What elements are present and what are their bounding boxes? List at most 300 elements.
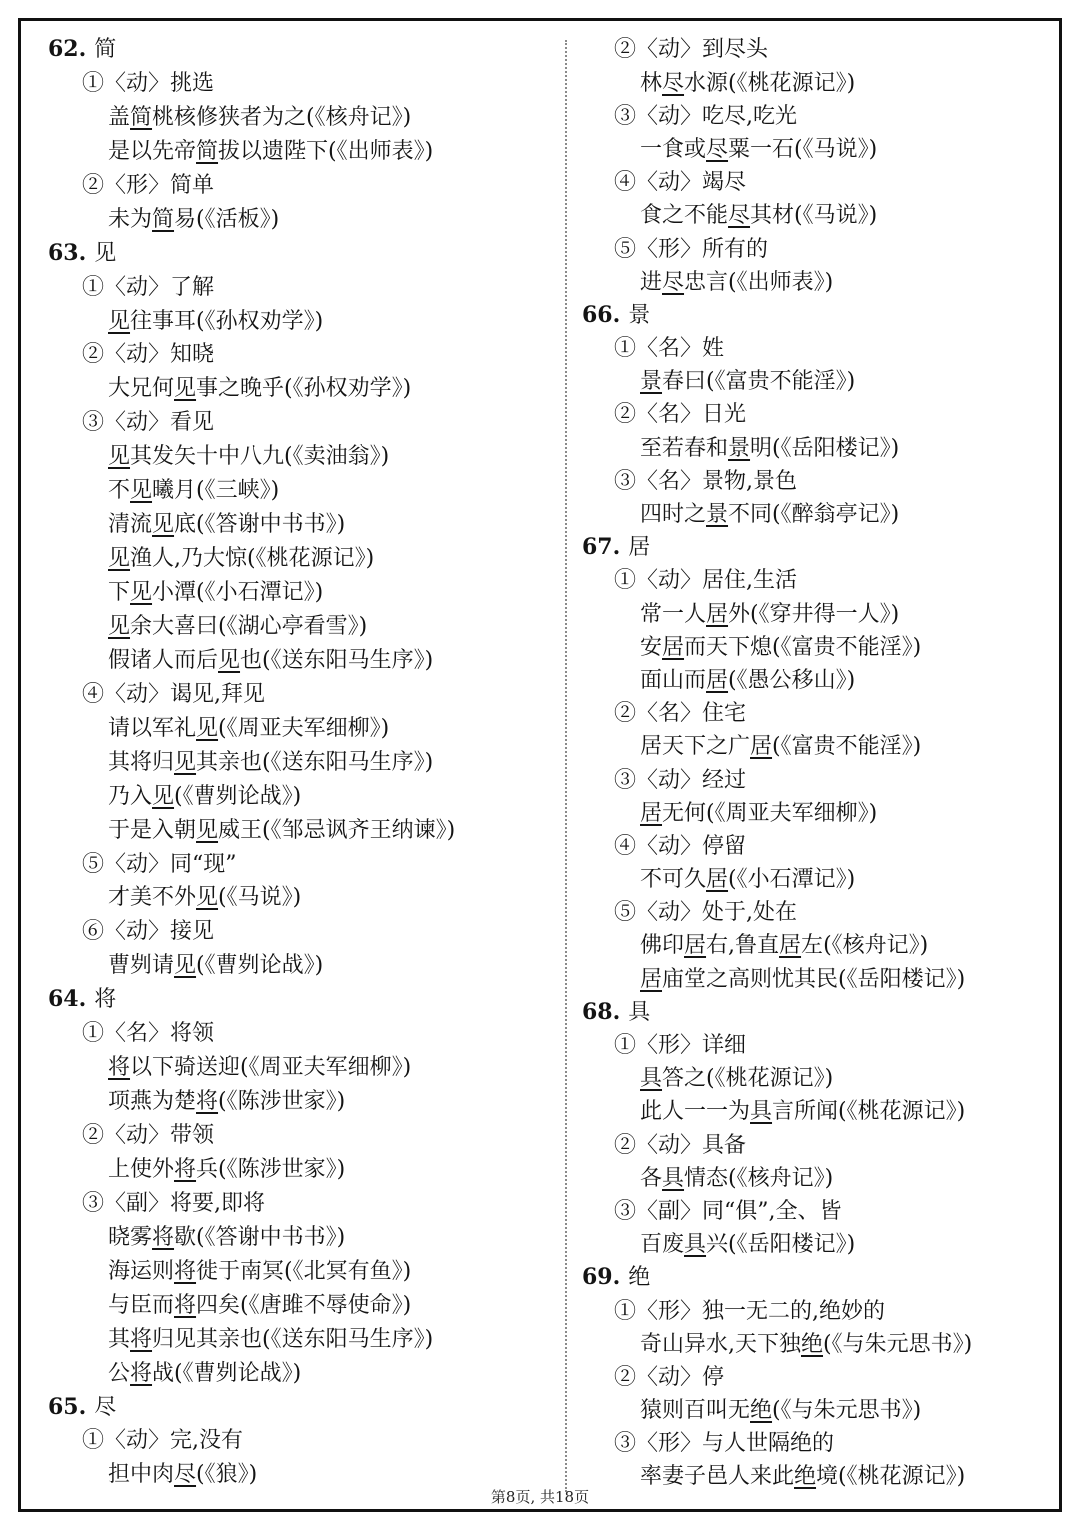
source-title: (《马说》) bbox=[794, 203, 878, 229]
sense-definition bbox=[48, 67, 553, 101]
sense-definition bbox=[48, 1424, 553, 1458]
example-sentence bbox=[48, 881, 553, 915]
entry-number: 69. bbox=[582, 1264, 621, 1291]
sense-label: ③〈副〉同“俱”,全、皆 bbox=[614, 1198, 842, 1224]
source-title: (《三峡》) bbox=[196, 478, 280, 504]
sentence-text: 曦月 bbox=[152, 478, 197, 504]
example-sentence bbox=[48, 610, 553, 644]
source-title: (《岳阳楼记》) bbox=[728, 1232, 856, 1258]
underlined-keyword: 将 bbox=[152, 1224, 175, 1250]
entry-word: 将 bbox=[94, 987, 117, 1013]
sense-definition bbox=[582, 100, 1052, 133]
example-sentence bbox=[582, 67, 1052, 100]
sense-label: ①〈形〉详细 bbox=[614, 1033, 747, 1059]
sentence-text: 而天下熄 bbox=[684, 634, 773, 660]
example-sentence bbox=[48, 1323, 553, 1357]
example-sentence bbox=[48, 644, 553, 678]
underlined-keyword: 简 bbox=[196, 138, 219, 164]
sentence-text: 其亲也 bbox=[196, 749, 263, 775]
example-sentence bbox=[48, 1153, 553, 1187]
entry-number: 64. bbox=[48, 986, 87, 1013]
sentence-text: 百废 bbox=[640, 1232, 685, 1258]
source-title: (《核舟记》) bbox=[823, 933, 929, 959]
sentence-text: 海运则 bbox=[108, 1258, 175, 1284]
sense-definition bbox=[582, 1129, 1052, 1162]
example-sentence bbox=[582, 199, 1052, 232]
sense-label: ②〈动〉停 bbox=[614, 1364, 725, 1390]
example-sentence bbox=[582, 963, 1052, 996]
source-title: (《桃花源记》) bbox=[838, 1464, 966, 1490]
example-sentence bbox=[582, 266, 1052, 299]
sense-definition bbox=[48, 915, 553, 949]
source-title: (《富贵不能淫》) bbox=[772, 734, 922, 760]
source-title: (《活板》) bbox=[196, 206, 280, 232]
example-sentence bbox=[48, 101, 553, 135]
entry-number: 65. bbox=[48, 1393, 87, 1420]
underlined-keyword: 将 bbox=[174, 1156, 197, 1182]
sentence-text: 不可久 bbox=[640, 867, 707, 893]
underlined-keyword: 将 bbox=[174, 1292, 197, 1318]
underlined-keyword: 见 bbox=[130, 478, 153, 504]
sentence-text: 与臣而 bbox=[108, 1292, 175, 1318]
sense-definition bbox=[48, 1119, 553, 1153]
example-sentence bbox=[48, 203, 553, 237]
sense-definition bbox=[48, 848, 553, 882]
sentence-text: 安 bbox=[640, 634, 663, 660]
sense-label: ③〈动〉看见 bbox=[82, 410, 215, 436]
example-sentence bbox=[582, 1228, 1052, 1261]
sense-definition bbox=[582, 1295, 1052, 1328]
source-title: (《富贵不能淫》) bbox=[706, 369, 856, 395]
underlined-keyword: 将 bbox=[196, 1089, 219, 1115]
sense-label: ④〈动〉竭尽 bbox=[614, 170, 747, 196]
sense-definition bbox=[48, 271, 553, 305]
example-sentence bbox=[582, 1095, 1052, 1128]
sense-label: ①〈动〉居住,生活 bbox=[614, 568, 797, 594]
underlined-keyword: 尽 bbox=[662, 70, 685, 96]
sense-label: ③〈动〉吃尽,吃光 bbox=[614, 103, 797, 129]
sense-definition bbox=[582, 233, 1052, 266]
example-sentence bbox=[48, 949, 553, 983]
sentence-text: 率妻子邑人来此 bbox=[640, 1464, 795, 1490]
entry-heading bbox=[48, 983, 553, 1017]
sentence-text: 也 bbox=[240, 647, 263, 673]
entry-heading bbox=[582, 299, 1052, 332]
sentence-text: 乃入 bbox=[108, 783, 153, 809]
sense-label: ②〈动〉到尽头 bbox=[614, 37, 769, 63]
sense-label: ②〈动〉具备 bbox=[614, 1132, 747, 1158]
entry-word: 具 bbox=[628, 999, 651, 1025]
entry-number: 66. bbox=[582, 301, 621, 328]
sentence-text: 桃核修狭者为之 bbox=[152, 104, 307, 130]
underlined-keyword: 尽 bbox=[662, 269, 685, 295]
source-title: (《愚公移山》) bbox=[728, 667, 856, 693]
entry-word: 景 bbox=[628, 302, 651, 328]
sense-definition bbox=[582, 33, 1052, 66]
underlined-keyword: 居 bbox=[684, 933, 707, 959]
sense-label: ③〈副〉将要,即将 bbox=[82, 1190, 265, 1216]
sense-label: ①〈名〉将领 bbox=[82, 1021, 215, 1047]
sense-label: ⑤〈动〉同“现” bbox=[82, 851, 237, 877]
example-sentence bbox=[48, 1221, 553, 1255]
sentence-text: 猿则百叫无 bbox=[640, 1398, 751, 1424]
sense-label: ②〈动〉带领 bbox=[82, 1123, 215, 1148]
source-title: (《与朱元思书》) bbox=[772, 1398, 922, 1424]
page-number: 第8页, 共18页 bbox=[490, 1488, 590, 1506]
sentence-text: 不同 bbox=[728, 502, 773, 528]
sentence-text: 余大喜曰 bbox=[130, 613, 219, 639]
sentence-text: 进 bbox=[640, 269, 663, 295]
example-sentence bbox=[48, 542, 553, 576]
underlined-keyword: 居 bbox=[779, 933, 802, 959]
sentence-text: 其发矢十中八九 bbox=[130, 444, 285, 470]
sentence-text: 春曰 bbox=[662, 369, 707, 395]
example-sentence bbox=[48, 1051, 553, 1085]
sentence-text: 威王 bbox=[218, 817, 263, 843]
underlined-keyword: 尽 bbox=[706, 136, 729, 162]
entry-number: 68. bbox=[582, 998, 621, 1025]
source-title: (《桃花源记》) bbox=[706, 1066, 834, 1092]
source-title: (《答谢中书书》) bbox=[196, 512, 346, 538]
sentence-text: 境 bbox=[816, 1464, 839, 1490]
sense-definition bbox=[582, 1195, 1052, 1228]
sentence-text: 其 bbox=[108, 1326, 131, 1352]
underlined-keyword: 绝 bbox=[750, 1398, 773, 1424]
example-sentence bbox=[582, 631, 1052, 664]
example-sentence bbox=[48, 508, 553, 542]
sentence-text: 是以先帝 bbox=[108, 138, 197, 164]
sense-label: ②〈名〉日光 bbox=[614, 402, 747, 428]
source-title: (《邹忌讽齐王纳谏》) bbox=[262, 817, 456, 843]
sentence-text: 事之晚乎 bbox=[196, 376, 285, 402]
sense-label: ①〈动〉挑选 bbox=[82, 70, 215, 96]
sense-definition bbox=[48, 169, 553, 203]
sense-label: ③〈形〉与人世隔绝的 bbox=[614, 1431, 835, 1457]
underlined-keyword: 见 bbox=[196, 817, 219, 843]
source-title: (《孙权劝学》) bbox=[196, 308, 324, 334]
source-title: (《送东阳马生序》) bbox=[262, 647, 434, 673]
source-title: (《答谢中书书》) bbox=[196, 1224, 346, 1250]
underlined-keyword: 尽 bbox=[174, 1462, 197, 1488]
sense-definition bbox=[48, 406, 553, 440]
example-sentence bbox=[582, 598, 1052, 631]
sentence-text: 担中肉 bbox=[108, 1462, 175, 1488]
sentence-text: 徙于南冥 bbox=[196, 1258, 285, 1284]
sense-definition bbox=[48, 338, 553, 372]
sense-label: ④〈动〉停留 bbox=[614, 833, 747, 859]
sentence-text: 左 bbox=[801, 933, 824, 959]
source-title: (《小石潭记》) bbox=[728, 867, 856, 893]
sentence-text: 不 bbox=[108, 478, 131, 504]
underlined-keyword: 将 bbox=[130, 1360, 153, 1386]
source-title: (《岳阳楼记》) bbox=[838, 966, 966, 992]
sentence-text: 以下骑送迎 bbox=[130, 1055, 241, 1081]
sentence-text: 晓雾 bbox=[108, 1224, 153, 1250]
sentence-text: 盖 bbox=[108, 104, 131, 130]
example-sentence bbox=[582, 1328, 1052, 1361]
sentence-text: 易 bbox=[174, 206, 197, 232]
source-title: (《狼》) bbox=[196, 1462, 258, 1488]
entry-heading bbox=[582, 1261, 1052, 1294]
underlined-keyword: 居 bbox=[640, 966, 663, 992]
underlined-keyword: 见 bbox=[108, 444, 131, 470]
source-title: (《曹刿论战》) bbox=[174, 1360, 302, 1386]
sentence-text: 外 bbox=[728, 601, 751, 627]
source-title: (《孙权劝学》) bbox=[284, 376, 412, 402]
entry-number: 62. bbox=[48, 36, 87, 62]
entry-heading bbox=[48, 33, 553, 67]
sense-definition bbox=[582, 896, 1052, 929]
column-divider bbox=[565, 40, 567, 1492]
example-sentence bbox=[48, 1255, 553, 1289]
entry-word: 简 bbox=[94, 37, 117, 62]
source-title: (《周亚夫军细柳》) bbox=[706, 800, 878, 826]
example-sentence bbox=[582, 133, 1052, 166]
underlined-keyword: 见 bbox=[218, 647, 241, 673]
sentence-text: 此人一一为 bbox=[640, 1099, 751, 1125]
sentence-text: 常一人 bbox=[640, 601, 707, 627]
source-title: (《周亚夫军细柳》) bbox=[240, 1055, 412, 1081]
example-sentence bbox=[48, 1357, 553, 1391]
underlined-keyword: 尽 bbox=[728, 203, 751, 229]
sense-definition bbox=[582, 564, 1052, 597]
sense-label: ①〈形〉独一无二的,绝妙的 bbox=[614, 1298, 885, 1324]
sense-label: ⑤〈形〉所有的 bbox=[614, 236, 769, 262]
underlined-keyword: 见 bbox=[196, 715, 219, 741]
source-title: (《与朱元思书》) bbox=[823, 1331, 973, 1357]
underlined-keyword: 绝 bbox=[801, 1331, 824, 1357]
sense-label: ③〈动〉经过 bbox=[614, 767, 747, 793]
example-sentence bbox=[582, 1162, 1052, 1195]
sense-definition bbox=[582, 166, 1052, 199]
sentence-text: 粟一石 bbox=[728, 136, 795, 162]
underlined-keyword: 景 bbox=[640, 369, 663, 395]
sentence-text: 于是入朝 bbox=[108, 817, 197, 843]
sense-definition bbox=[582, 830, 1052, 863]
source-title: (《桃花源记》) bbox=[838, 1099, 966, 1125]
sentence-text: 未为 bbox=[108, 206, 153, 232]
underlined-keyword: 见 bbox=[174, 376, 197, 402]
sentence-text: 奇山异水,天下独 bbox=[640, 1331, 801, 1357]
sentence-text: 歇 bbox=[174, 1224, 197, 1250]
sentence-text: 其材 bbox=[750, 203, 795, 229]
example-sentence bbox=[48, 135, 553, 169]
source-title: (《出师表》) bbox=[728, 269, 834, 295]
sentence-text: 忠言 bbox=[684, 269, 729, 295]
entry-heading bbox=[48, 1391, 553, 1425]
sentence-text: 往事耳 bbox=[130, 308, 197, 334]
source-title: (《小石潭记》) bbox=[196, 580, 324, 605]
sense-label: ⑤〈动〉处于,处在 bbox=[614, 900, 797, 926]
sentence-text: 庙堂之高则忧其民 bbox=[662, 966, 839, 992]
underlined-keyword: 绝 bbox=[794, 1464, 817, 1490]
example-sentence bbox=[582, 1062, 1052, 1095]
example-sentence bbox=[48, 712, 553, 746]
sense-definition bbox=[582, 1029, 1052, 1062]
underlined-keyword: 见 bbox=[108, 308, 131, 334]
example-sentence bbox=[48, 780, 553, 814]
underlined-keyword: 居 bbox=[750, 734, 773, 760]
sentence-text: 水源 bbox=[684, 70, 729, 96]
entry-heading bbox=[582, 996, 1052, 1029]
underlined-keyword: 简 bbox=[130, 104, 153, 130]
entry-word: 绝 bbox=[628, 1265, 651, 1291]
sentence-text: 底 bbox=[174, 512, 197, 538]
source-title: (《马说》) bbox=[218, 885, 302, 911]
example-sentence bbox=[582, 797, 1052, 830]
entry-number: 63. bbox=[48, 239, 87, 266]
sense-definition bbox=[582, 1427, 1052, 1460]
source-title: (《送东阳马生序》) bbox=[262, 749, 434, 775]
sentence-text: 大兄何 bbox=[108, 376, 175, 402]
sentence-text: 无何 bbox=[662, 800, 707, 826]
sentence-text: 林 bbox=[640, 70, 663, 96]
sense-definition bbox=[48, 1017, 553, 1051]
underlined-keyword: 将 bbox=[130, 1326, 153, 1352]
source-title: (《曹刿论战》) bbox=[196, 953, 324, 979]
sentence-text: 其将归 bbox=[108, 749, 175, 775]
underlined-keyword: 见 bbox=[108, 546, 131, 572]
sense-label: ①〈动〉完,没有 bbox=[82, 1428, 243, 1454]
sense-definition bbox=[582, 764, 1052, 797]
sentence-text: 兴 bbox=[706, 1232, 729, 1258]
example-sentence bbox=[48, 1289, 553, 1323]
sentence-text: 拔以遗陛下 bbox=[218, 138, 329, 164]
example-sentence bbox=[48, 576, 553, 610]
sense-label: ⑥〈动〉接见 bbox=[82, 919, 215, 945]
sentence-text: 至若春和 bbox=[640, 435, 729, 461]
sentence-text: 四矣 bbox=[196, 1292, 241, 1318]
sense-definition bbox=[582, 697, 1052, 730]
underlined-keyword: 见 bbox=[108, 613, 131, 639]
sentence-text: 假诸人而后 bbox=[108, 647, 219, 673]
underlined-keyword: 将 bbox=[174, 1258, 197, 1284]
sentence-text: 才美不外 bbox=[108, 885, 197, 911]
left-column bbox=[48, 33, 553, 1492]
example-sentence bbox=[582, 498, 1052, 531]
entry-word: 见 bbox=[94, 240, 117, 266]
sentence-text: 明 bbox=[750, 435, 773, 461]
underlined-keyword: 见 bbox=[152, 512, 175, 538]
sentence-text: 言所闻 bbox=[772, 1099, 839, 1125]
sense-definition bbox=[582, 398, 1052, 431]
entry-word: 尽 bbox=[94, 1394, 117, 1420]
entry-word: 居 bbox=[628, 535, 651, 561]
sentence-text: 一食或 bbox=[640, 136, 707, 162]
example-sentence bbox=[582, 664, 1052, 697]
sense-label: ②〈形〉简单 bbox=[82, 172, 215, 198]
source-title: (《醉翁亭记》) bbox=[772, 502, 900, 528]
sense-label: ③〈名〉景物,景色 bbox=[614, 468, 797, 494]
underlined-keyword: 简 bbox=[152, 206, 175, 232]
sentence-text: 请以军礼 bbox=[108, 715, 197, 741]
underlined-keyword: 具 bbox=[662, 1165, 685, 1191]
sense-definition bbox=[582, 1361, 1052, 1394]
entry-number: 67. bbox=[582, 534, 621, 561]
sense-definition bbox=[48, 678, 553, 712]
sentence-text: 佛印 bbox=[640, 933, 685, 959]
sentence-text: 小潭 bbox=[152, 580, 197, 605]
sentence-text: 渔人,乃大惊 bbox=[130, 546, 248, 572]
underlined-keyword: 见 bbox=[196, 885, 219, 911]
example-sentence bbox=[582, 730, 1052, 763]
sense-label: ②〈名〉住宅 bbox=[614, 701, 747, 727]
sentence-text: 面山而 bbox=[640, 667, 707, 693]
underlined-keyword: 居 bbox=[640, 800, 663, 826]
source-title: (《富贵不能淫》) bbox=[772, 634, 922, 660]
example-sentence bbox=[48, 474, 553, 508]
example-sentence bbox=[48, 305, 553, 339]
underlined-keyword: 见 bbox=[174, 953, 197, 979]
source-title: (《送东阳马生序》) bbox=[262, 1326, 434, 1352]
sentence-text: 答之 bbox=[662, 1066, 707, 1092]
sense-label: ④〈动〉谒见,拜见 bbox=[82, 681, 265, 707]
example-sentence bbox=[48, 814, 553, 848]
source-title: (《桃花源记》) bbox=[728, 70, 856, 96]
example-sentence bbox=[48, 1085, 553, 1119]
sentence-text: 下 bbox=[108, 580, 131, 605]
underlined-keyword: 具 bbox=[750, 1099, 773, 1125]
sense-definition bbox=[582, 332, 1052, 365]
underlined-keyword: 见 bbox=[130, 580, 153, 605]
underlined-keyword: 见 bbox=[174, 749, 197, 775]
right-column bbox=[582, 33, 1052, 1493]
sentence-text: 四时之 bbox=[640, 502, 707, 528]
example-sentence bbox=[582, 365, 1052, 398]
sentence-text: 情态 bbox=[684, 1165, 729, 1191]
entry-heading bbox=[582, 531, 1052, 564]
source-title: (《岳阳楼记》) bbox=[772, 435, 900, 461]
sense-label: ①〈名〉姓 bbox=[614, 336, 725, 362]
source-title: (《陈涉世家》) bbox=[218, 1156, 346, 1182]
underlined-keyword: 居 bbox=[706, 867, 729, 893]
example-sentence bbox=[582, 1394, 1052, 1427]
sentence-text: 上使外 bbox=[108, 1156, 175, 1182]
sentence-text: 战 bbox=[152, 1360, 175, 1386]
sentence-text: 归见其亲也 bbox=[152, 1326, 263, 1352]
sense-definition bbox=[48, 1187, 553, 1221]
example-sentence bbox=[582, 929, 1052, 962]
sentence-text: 右,鲁直 bbox=[706, 933, 780, 959]
sentence-text: 清流 bbox=[108, 512, 153, 538]
source-title: (《马说》) bbox=[794, 136, 878, 162]
sentence-text: 各 bbox=[640, 1165, 663, 1191]
example-sentence bbox=[48, 440, 553, 474]
sense-label: ②〈动〉知晓 bbox=[82, 342, 215, 368]
underlined-keyword: 将 bbox=[108, 1055, 131, 1081]
sentence-text: 项燕为楚 bbox=[108, 1089, 197, 1115]
sentence-text: 居天下之广 bbox=[640, 734, 751, 760]
source-title: (《湖心亭看雪》) bbox=[218, 613, 368, 639]
sentence-text: 公 bbox=[108, 1360, 131, 1386]
source-title: (《核舟记》) bbox=[306, 104, 412, 130]
example-sentence bbox=[48, 746, 553, 780]
entry-heading bbox=[48, 237, 553, 271]
underlined-keyword: 居 bbox=[662, 634, 685, 660]
source-title: (《唐雎不辱使命》) bbox=[240, 1292, 412, 1318]
sentence-text: 曹刿请 bbox=[108, 953, 175, 979]
underlined-keyword: 见 bbox=[152, 783, 175, 809]
example-sentence bbox=[582, 863, 1052, 896]
sentence-text: 食之不能 bbox=[640, 203, 729, 229]
underlined-keyword: 具 bbox=[640, 1066, 663, 1092]
source-title: (《周亚夫军细柳》) bbox=[218, 715, 390, 741]
source-title: (《核舟记》) bbox=[728, 1165, 834, 1191]
sense-definition bbox=[582, 465, 1052, 498]
underlined-keyword: 景 bbox=[728, 435, 751, 461]
source-title: (《曹刿论战》) bbox=[174, 783, 302, 809]
example-sentence bbox=[582, 432, 1052, 465]
